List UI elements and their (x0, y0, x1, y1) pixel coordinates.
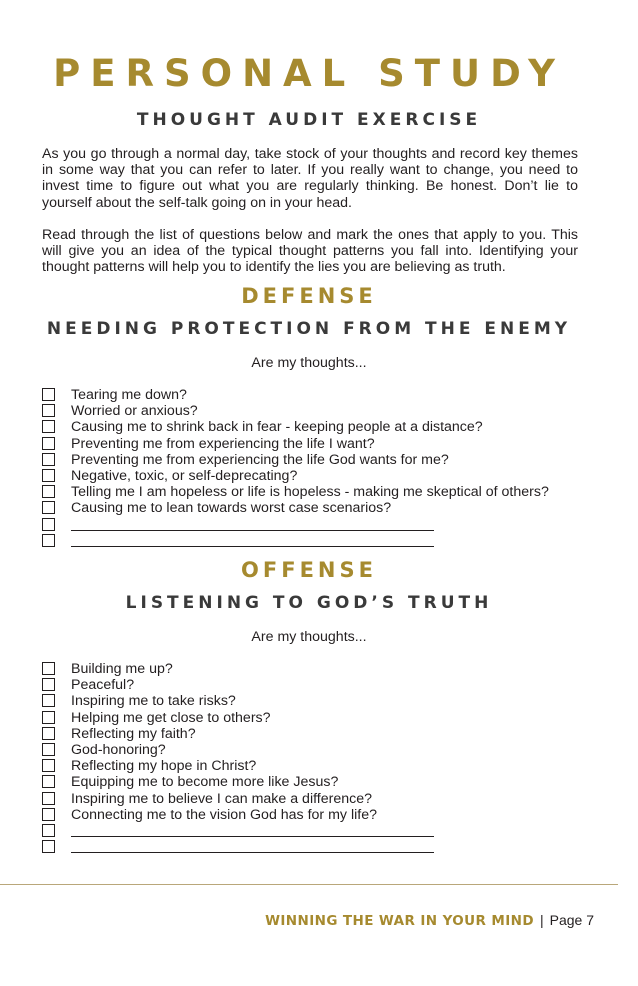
write-in-line[interactable] (71, 517, 434, 531)
item-label: God-honoring? (71, 741, 166, 758)
checkbox[interactable] (42, 662, 55, 675)
checkbox[interactable] (42, 727, 55, 740)
offense-item (41, 791, 581, 807)
checkbox[interactable] (42, 501, 55, 514)
offense-subheading: LISTENING TO GOD’S TRUTH (125, 593, 493, 613)
item-label: Inspiring me to take risks? (71, 693, 236, 710)
exercise-subtitle: THOUGHT AUDIT EXERCISE (136, 110, 482, 130)
defense-item (41, 533, 581, 549)
item-label: Causing me to shrink back in fear - keeping people at a distance? (71, 419, 483, 436)
offense-item (41, 839, 581, 855)
checkbox[interactable] (42, 711, 55, 724)
offense-item (41, 726, 581, 742)
footer-divider (0, 884, 618, 885)
defense-checklist (41, 387, 581, 549)
item-label: Tearing me down? (71, 387, 187, 403)
write-in-line[interactable] (71, 839, 434, 853)
defense-item (41, 452, 581, 468)
item-label: Negative, toxic, or self-deprecating? (71, 467, 298, 484)
footer-book-title: WINNING THE WAR IN YOUR MIND (265, 913, 534, 929)
item-label: Helping me get close to others? (71, 709, 271, 726)
footer-separator: | (539, 912, 544, 928)
page-footer (265, 911, 594, 930)
offense-item (41, 693, 581, 709)
checkbox[interactable] (42, 420, 55, 433)
checkbox[interactable] (42, 469, 55, 482)
checkbox[interactable] (42, 518, 55, 531)
checkbox[interactable] (42, 404, 55, 417)
defense-item (41, 468, 581, 484)
item-label: Connecting me to the vision God has for my life? (71, 806, 377, 823)
defense-prompt: Are my thoughts... (251, 355, 367, 371)
item-label: Reflecting my hope in Christ? (71, 758, 257, 775)
item-label: Inspiring me to believe I can make a difference? (71, 790, 372, 807)
checkbox[interactable] (42, 453, 55, 466)
offense-heading: OFFENSE (241, 558, 377, 582)
item-label: Reflecting my faith? (71, 725, 196, 742)
checkbox[interactable] (42, 694, 55, 707)
item-label: Preventing me from experiencing the life God wants for me? (71, 451, 449, 468)
checkbox[interactable] (42, 743, 55, 756)
checkbox[interactable] (42, 840, 55, 853)
defense-subheading: NEEDING PROTECTION FROM THE ENEMY (46, 319, 572, 339)
defense-item (41, 419, 581, 435)
item-label: Worried or anxious? (71, 403, 198, 420)
write-in-line[interactable] (71, 533, 434, 547)
defense-item (41, 436, 581, 452)
checkbox[interactable] (42, 485, 55, 498)
checkbox[interactable] (42, 759, 55, 772)
item-label: Equipping me to become more like Jesus? (71, 774, 339, 791)
checkbox[interactable] (42, 808, 55, 821)
defense-item (41, 500, 581, 516)
item-label: Building me up? (71, 661, 173, 677)
page-number: Page 7 (549, 912, 594, 928)
defense-item (41, 403, 581, 419)
defense-heading: DEFENSE (241, 284, 377, 308)
defense-item (41, 517, 581, 533)
offense-item (41, 710, 581, 726)
intro-paragraph-1: As you go through a normal day, take stock of your thoughts and record key themes in some way that you can refer to later. If you really want to change, you need to invest time to figure out what you are regularly thinking. Be honest. Don’t lie to yourself about the self-talk going on in your head. (42, 146, 578, 211)
offense-prompt: Are my thoughts... (251, 629, 367, 645)
offense-item (41, 661, 581, 677)
checkbox[interactable] (42, 388, 55, 401)
offense-item (41, 823, 581, 839)
defense-item (41, 484, 581, 500)
item-label: Causing me to lean towards worst case scenarios? (71, 500, 392, 517)
offense-item (41, 774, 581, 790)
page-title: PERSONAL STUDY (53, 52, 565, 95)
offense-item (41, 807, 581, 823)
offense-item (41, 677, 581, 693)
checkbox[interactable] (42, 678, 55, 691)
item-label: Telling me I am hopeless or life is hopeless - making me skeptical of others? (71, 484, 549, 501)
write-in-line[interactable] (71, 823, 434, 837)
item-label: Peaceful? (71, 677, 135, 694)
item-label: Preventing me from experiencing the life I want? (71, 435, 375, 452)
intro-paragraph-2: Read through the list of questions below and mark the ones that apply to you. This will give you an idea of the typical thought patterns you fall into. Identifying your thought patterns will help you to identify the lies you are believing as truth. (42, 227, 578, 276)
offense-item (41, 758, 581, 774)
checkbox[interactable] (42, 437, 55, 450)
offense-item (41, 742, 581, 758)
checkbox[interactable] (42, 534, 55, 547)
offense-checklist (41, 661, 581, 855)
defense-item (41, 387, 581, 403)
checkbox[interactable] (42, 824, 55, 837)
checkbox[interactable] (42, 792, 55, 805)
checkbox[interactable] (42, 775, 55, 788)
